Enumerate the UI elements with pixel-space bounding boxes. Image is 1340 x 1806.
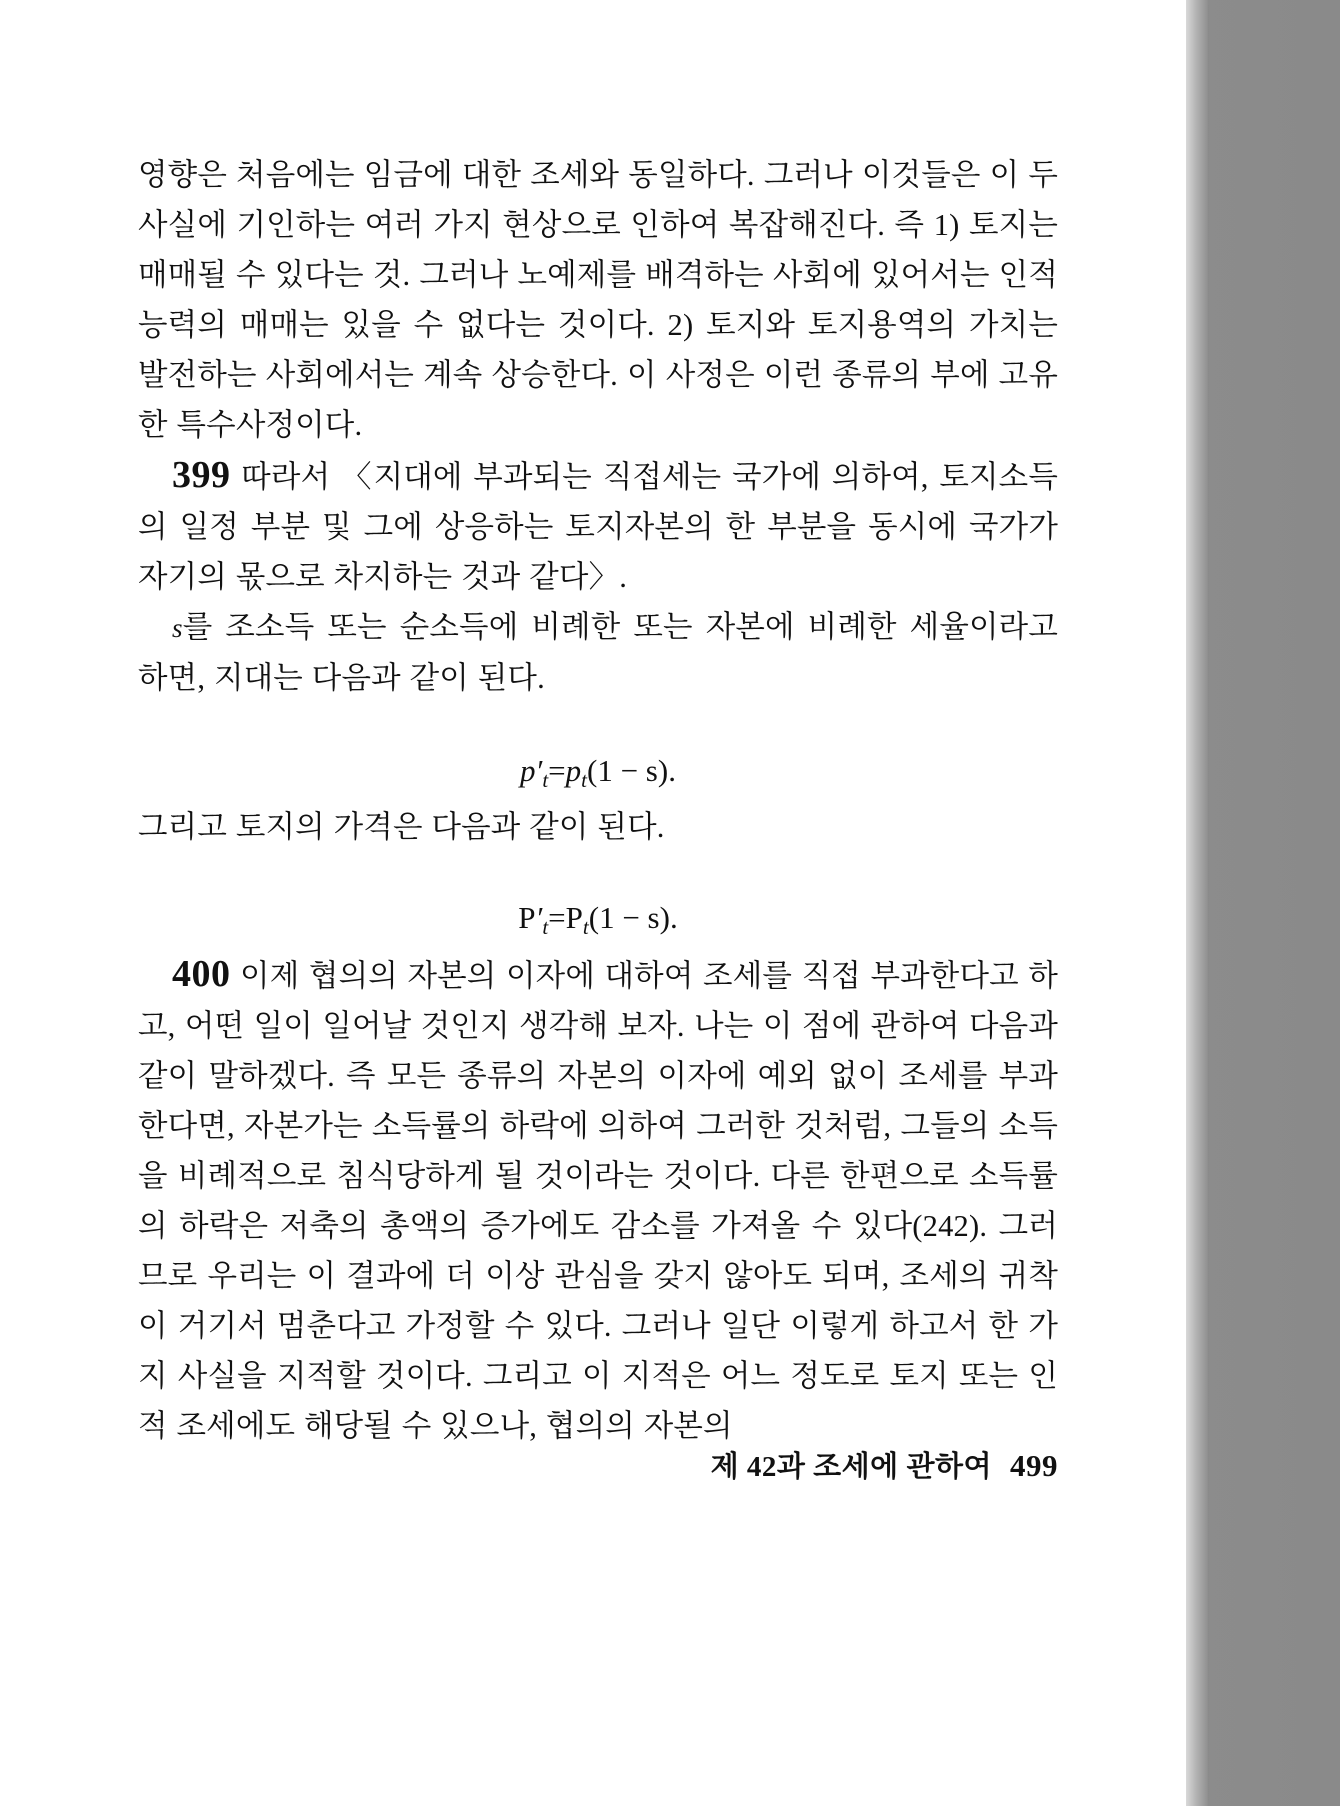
formula-1-rhs-symbol: p [565, 753, 582, 788]
formula-2-rhs-sub: t [582, 914, 589, 939]
formula-1-lhs-symbol: p [520, 753, 536, 788]
section-399-text: 따라서 〈지대에 부과되는 직접세는 국가에 의하여, 토지소득의 일정 부분 및 그에 상응하는 토지자본의 한 부분을 동시에 국가가 자기의 몫으로 차지하는 것과 같다〉. [138, 460, 1059, 594]
page-edge [1186, 0, 1208, 1806]
formula-2-lhs-symbol: P [518, 899, 536, 935]
page-footer [138, 1444, 1058, 1485]
paragraph-intro: 영향은 처음에는 임금에 대한 조세와 동일하다. 그러나 이것들은 이 두 사실에 기인하는 여러 가지 현상으로 인하여 복잡해진다. 즉 1) 토지는 매매될 수 있다는 것. 그러나 노예제를 배격하는 사회에 있어서는 인적 능력의 매매는 있을 수 없다는 것이다. 2) 토지와 토지용역의 가치는 발전하는 사회에서는 계속 상승한다. 이 사정은 이런 종류의 부에 고유한 특수사정이다. [138, 158, 1058, 442]
page-number: 499 [1010, 1448, 1058, 1483]
footer-chapter-label: 제 42과 조세에 관하여 [710, 1451, 992, 1483]
page-content [138, 150, 1058, 1451]
formula-2-block [138, 896, 1058, 949]
symbol-s: s [172, 613, 183, 643]
formula-2 [138, 896, 1058, 949]
section-399 [138, 450, 1058, 602]
section-400-text: 이제 협의의 자본의 이자에 대하여 조세를 직접 부과한다고 하고, 어떤 일이 일어날 것인지 생각해 보자. 나는 이 점에 관하여 다음과 같이 말하겠다. 즉 모든 종류의 자본의 이자에 예외 없이 조세를 부과한다면, 자본가는 소득률의 하락에 의하여 그러한 것처럼, 그들의 소득을 비례적으로 침식당하게 될 것이라는 것이다. 다른 한편으로 소득률의 하락은 저축의 총액의 증가에도 감소를 가져올 수 있다(242). 그러므로 우리는 이 결과에 더 이상 관심을 갖지 않아도 되며, 조세의 귀착이 거기서 멈춘다고 가정할 수 있다. 그러나 일단 이렇게 하고서 한 가지 사실을 지적할 것이다. 그리고 이 지적은 어느 정도로 토지 또는 인적 조세에도 해당될 수 있으나, 협의의 자본의 [138, 958, 1058, 1443]
formula-1-lhs-sub: t [542, 767, 549, 792]
formula-1-block [138, 749, 1058, 802]
section-number-400: 400 [172, 952, 231, 995]
formula-2-lhs-sub: t [542, 914, 549, 939]
formula-1-rhs-sub: t [581, 767, 587, 792]
formula-2-rhs-expr: (1 − s). [588, 899, 678, 935]
formula-1 [138, 749, 1058, 802]
formula-1-equals: = [548, 753, 566, 788]
section-number-399: 399 [172, 454, 231, 496]
paragraph-tax-rate-definition-text: 를 조소득 또는 순소득에 비례한 또는 자본에 비례한 세율이라고 하면, 지대는 다음과 같이 된다. [138, 610, 1058, 695]
paragraph-land-price: 그리고 토지의 가격은 다음과 같이 된다. [138, 809, 665, 844]
formula-2-rhs-symbol: P [565, 899, 583, 935]
formula-1-lhs-prime: ′ [535, 753, 543, 788]
formula-1-rhs-expr: (1 − s). [587, 753, 676, 788]
formula-2-equals: = [548, 899, 566, 935]
paragraph-tax-rate-definition [138, 602, 1058, 703]
formula-2-lhs-prime: ′ [535, 899, 543, 935]
section-400 [138, 949, 1058, 1451]
